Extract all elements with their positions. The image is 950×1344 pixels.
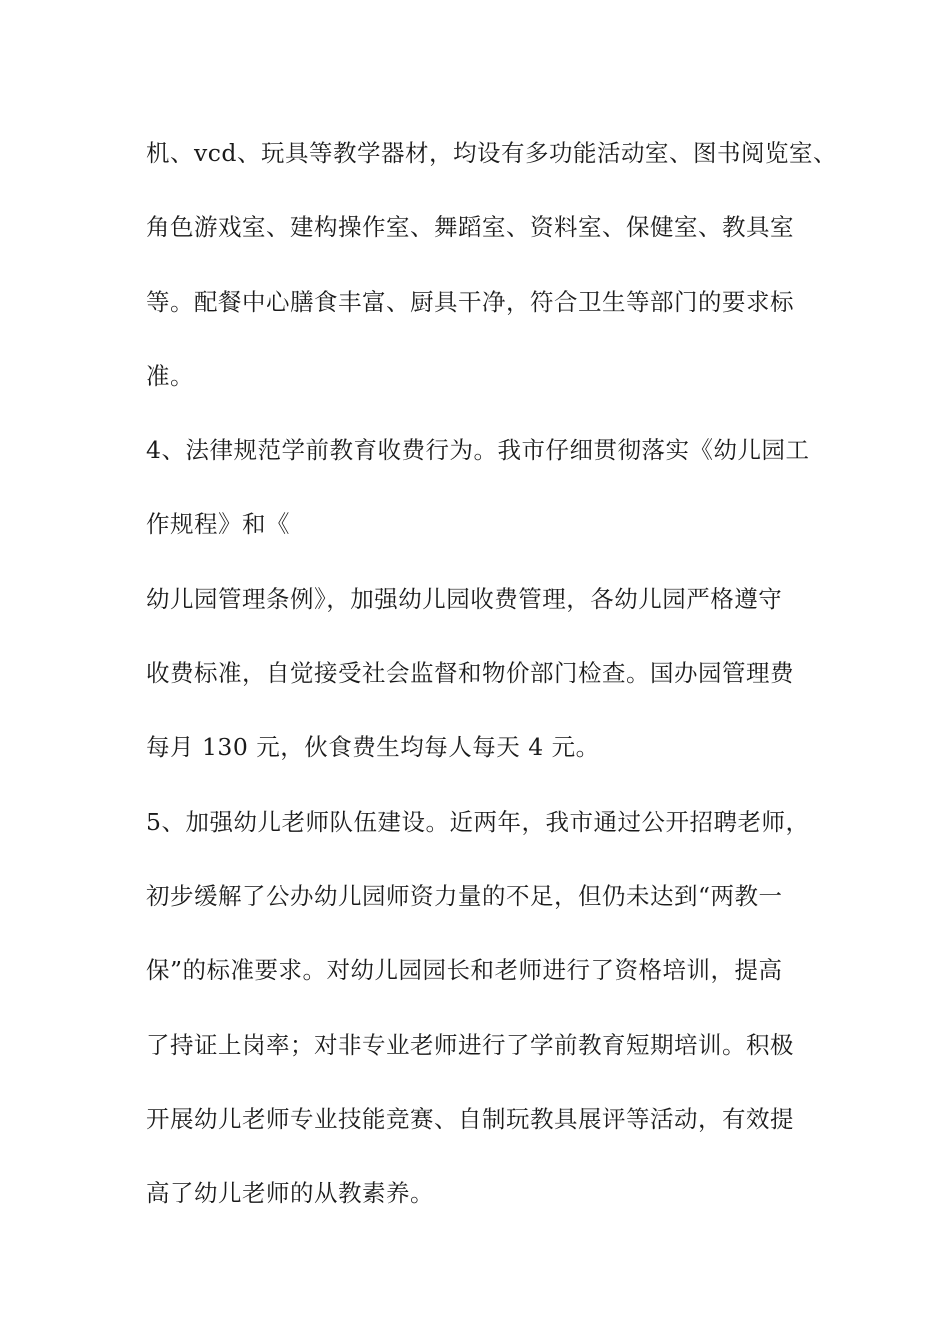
text-line: 幼儿园管理条例》，加强幼儿园收费管理，各幼儿园严格遵守	[146, 584, 783, 613]
text-line: 开展幼儿老师专业技能竞赛、自制玩教具展评等活动，有效提	[146, 1104, 794, 1133]
text-line: 作规程》和《	[146, 510, 290, 539]
text-line: 准。	[146, 361, 194, 390]
text-line: 保”的标准要求。对幼儿园园长和老师进行了资格培训，提高	[146, 956, 783, 985]
text-line: 4、法律规范学前教育收费行为。我市仔细贯彻落实《幼儿园工	[146, 436, 810, 465]
text-line: 5、加强幼儿老师队伍建设。近两年，我市通过公开招聘老师，	[146, 807, 810, 836]
text-line: 每月 130 元，伙食费生均每人每天 4 元。	[146, 733, 600, 762]
text-line: 了持证上岗率；对非专业老师进行了学前教育短期培训。积极	[146, 1030, 794, 1059]
text-line: 角色游戏室、建构操作室、舞蹈室、资料室、保健室、教具室	[146, 213, 794, 242]
text-line: 初步缓解了公办幼儿园师资力量的不足，但仍未达到“两教一	[146, 881, 783, 910]
document-body	[146, 133, 846, 1247]
text-line: 收费标准，自觉接受社会监督和物价部门检查。国办园管理费	[146, 659, 794, 688]
text-line: 等。配餐中心膳食丰富、厨具干净，符合卫生等部门的要求标	[146, 287, 794, 316]
text-line: 高了幼儿老师的从教素养。	[146, 1179, 434, 1208]
text-line: 机、vcd、玩具等教学器材，均设有多功能活动室、图书阅览室、	[146, 139, 837, 167]
